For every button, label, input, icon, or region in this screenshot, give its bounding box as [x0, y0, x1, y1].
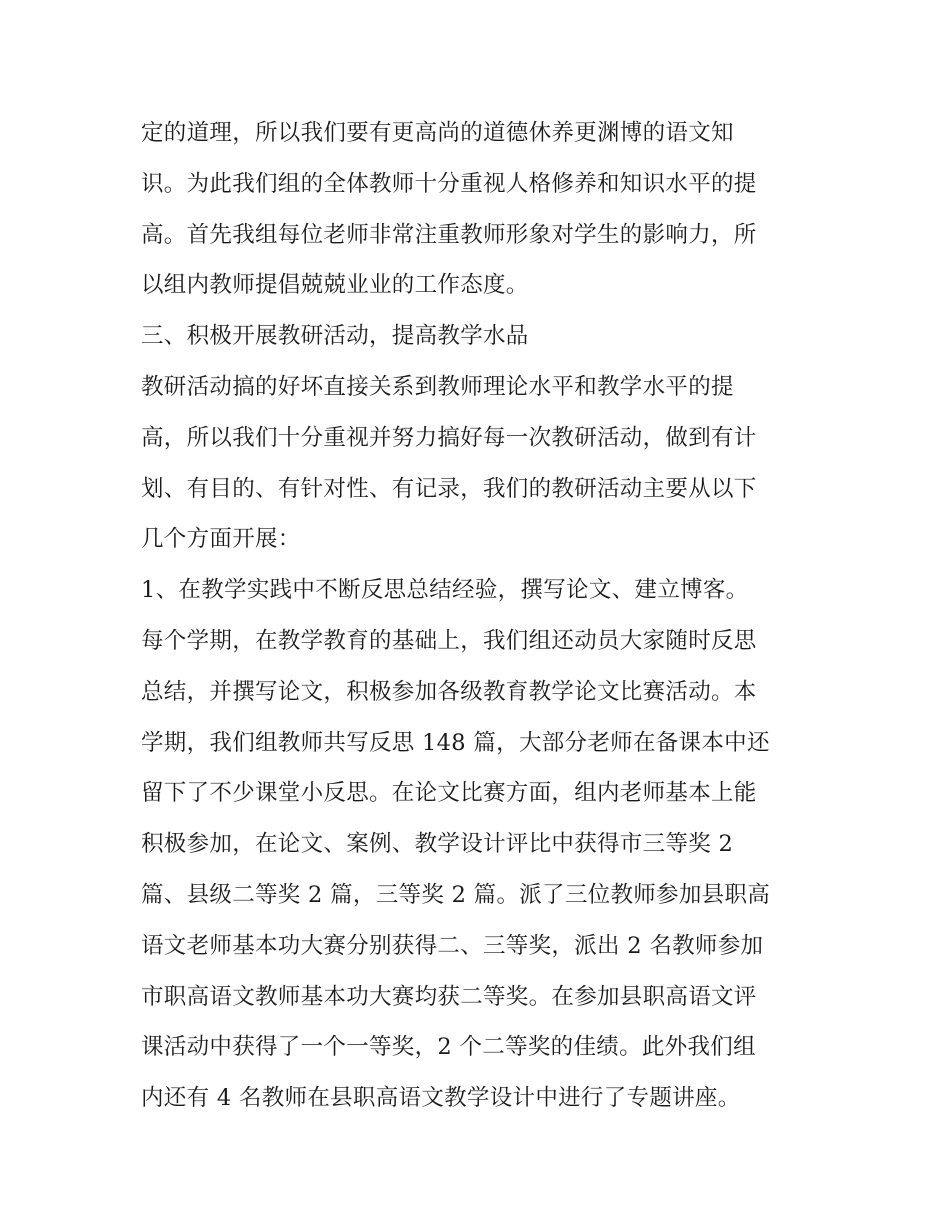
text-line: 市职高语文教师基本功大赛均获二等奖。在参加县职高语文评	[141, 983, 757, 1010]
text-line: 篇、县级二等奖 2 篇，三等奖 2 篇。派了三位教师参加县职高	[141, 881, 771, 908]
text-line: 留下了不少课堂小反思。在论文比赛方面，组内老师基本上能	[141, 780, 757, 807]
section-heading: 三、积极开展教研活动，提高教学水品	[141, 323, 529, 350]
text-line: 识。为此我们组的全体教师十分重视人格修养和知识水平的提	[141, 170, 757, 197]
text-line: 学期，我们组教师共写反思 148 篇，大部分老师在备课本中还	[141, 729, 770, 756]
text-line: 总结，并撰写论文，积极参加各级教育教学论文比赛活动。本	[141, 678, 757, 705]
text-line: 高，所以我们十分重视并努力搞好每一次教研活动，做到有计	[141, 424, 757, 451]
text-line: 定的道理，所以我们要有更高尚的道德休养更渊博的语文知	[141, 120, 734, 146]
text-line: 几个方面开展：	[141, 526, 301, 553]
text-line: 内还有 4 名教师在县职高语文教学设计中进行了专题讲座。	[141, 1085, 741, 1112]
text-line: 划、有目的、有针对性、有记录，我们的教研活动主要从以下	[141, 475, 757, 502]
text-line: 课活动中获得了一个一等奖，2 个二等奖的佳绩。此外我们组	[141, 1034, 756, 1061]
document-body	[141, 108, 821, 1124]
text-line: 每个学期，在教学教育的基础上，我们组还动员大家随时反思	[141, 627, 757, 654]
text-line: 语文老师基本功大赛分别获得二、三等奖，派出 2 名教师参加	[141, 932, 764, 959]
text-line: 以组内教师提倡兢兢业业的工作态度。	[141, 272, 529, 299]
text-line: 积极参加，在论文、案例、教学设计评比中获得市三等奖 2	[141, 831, 734, 858]
list-item-heading: 1、在教学实践中不断反思总结经验，撰写论文、建立博客。	[141, 577, 749, 604]
text-line: 高。首先我组每位老师非常注重教师形象对学生的影响力，所	[141, 221, 757, 248]
text-line: 教研活动搞的好坏直接关系到教师理论水平和教学水平的提	[141, 373, 734, 400]
